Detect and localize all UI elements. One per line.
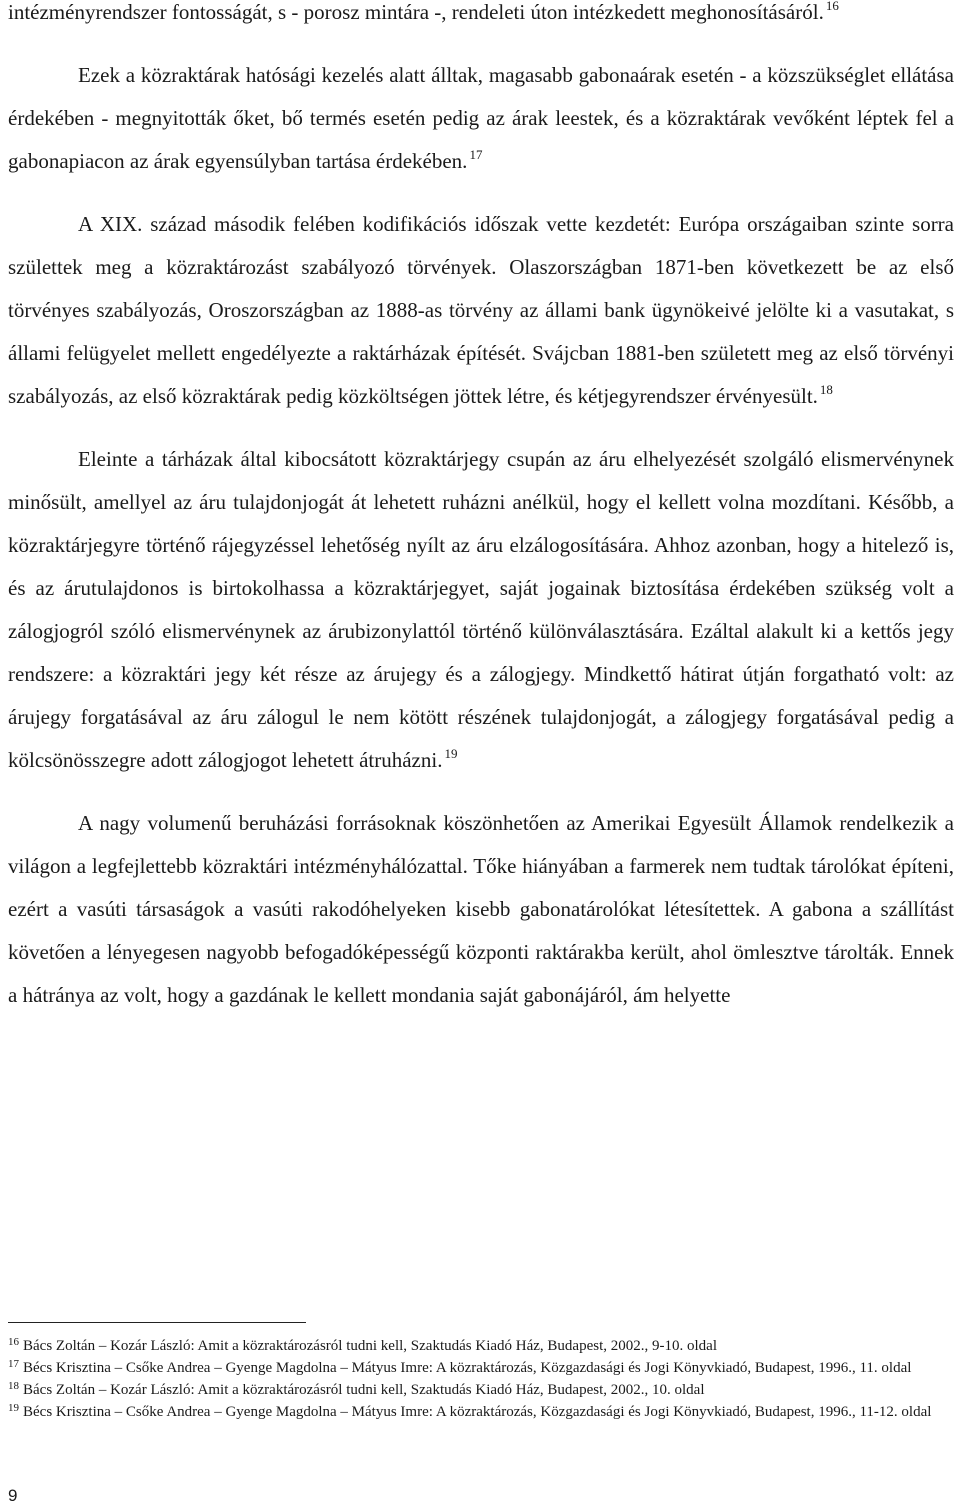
footnote-reference: 17: [469, 147, 483, 162]
footnote-reference: 16: [825, 0, 839, 13]
footnote-number: 16: [8, 1336, 19, 1348]
footnotes: [8, 1336, 954, 1422]
footnote-number: 18: [8, 1380, 19, 1392]
document-page: [8, 0, 954, 1017]
paragraph-text: A nagy volumenű beruházási forrásoknak köszönhetően az Amerikai Egyesült Államok rendelkezik a világon a legfejlettebb közraktári intézményhálózattal. Tőke hiányában a farmerek nem tudtak tárolókat építeni, ezért a vasúti társaságok a vasúti rakodóhelyeken kisebb gabonatárolókat létesítettek. A gabona a szállítást követően a lényegesen nagyobb befogadóképességű központi raktárakba került, ahol ömlesztve tárolták. Ennek a hátránya az volt, hogy a gazdának le kellett mondania saját gabonájáról, ám helyette: [8, 811, 954, 1007]
footnote-text: Bécs Krisztina – Csőke Andrea – Gyenge Magdolna – Mátyus Imre: A közraktározás, Közgazdasági és Jogi Könyvkiadó, Budapest, 1996., 11-12. oldal: [23, 1404, 932, 1420]
paragraph-text: Eleinte a tárházak által kibocsátott közraktárjegy csupán az áru elhelyezését szolgáló elismervénynek minősült, amellyel az áru tulajdonjogát át lehetett ruházni anélkül, hogy el kellett volna mozdítani. Később, a közraktárjegyre történő rájegyzéssel lehetőség nyílt az áru elzálogosítására. Ahhoz azonban, hogy a hitelező is, és az árutulajdonos is birtokolhassa a közraktárjegyet, saját jogainak biztosítása érdekében szükség volt a zálogjogról szóló elismervénynek az árubizonylattól történő különválasztására. Ezáltal alakult ki a kettős jegy rendszere: a közraktári jegy két része az árujegy és a zálogjegy. Mindkettő hátirat útján forgatható volt: az árujegy forgatásával az áru zálogul le nem kötött részének tulajdonjogát, a zálogjegy forgatásával pedig a kölcsönösszegre adott zálogjogot lehetett átruházni.: [8, 447, 954, 772]
paragraph: [8, 0, 954, 34]
page-number: 9: [8, 1486, 18, 1505]
footnote-text: Bács Zoltán – Kozár László: Amit a közraktározásról tudni kell, Szaktudás Kiadó Ház, Budapest, 2002., 9-10. oldal: [23, 1338, 717, 1354]
footnote-separator: [8, 1322, 306, 1323]
paragraph-text: A XIX. század második felében kodifikációs időszak vette kezdetét: Európa országaiban szinte sorra születtek meg a közraktározást szabályozó törvények. Olaszországban 1871-ben következett be az első törvényes szabályozás, Oroszországban az 1888-as törvény az állami bank ügynökeivé jelölte ki a vasutakat, s állami felügyelet mellett engedélyezte a raktárházak építését. Svájcban 1881-ben született meg az első törvényi szabályozás, az első közraktárak pedig közköltségen jöttek létre, és kétjegyrendszer érvényesült.: [8, 212, 954, 408]
paragraph: [8, 54, 954, 183]
paragraph-text: Ezek a közraktárak hatósági kezelés alatt álltak, magasabb gabonaárak esetén - a közszükséglet ellátása érdekében - megnyitották őket, bő termés esetén pedig az árak leestek, és a közraktárak vevőként léptek fel a gabonapiacon az árak egyensúlyban tartása érdekében.: [8, 63, 954, 173]
paragraph: [8, 438, 954, 782]
footnote: [8, 1336, 954, 1356]
footnote: [8, 1402, 954, 1422]
footnote-reference: 19: [444, 746, 458, 761]
footnote-number: 19: [8, 1402, 19, 1414]
footnote-reference: 18: [819, 382, 833, 397]
footnote: [8, 1380, 954, 1400]
paragraph: [8, 802, 954, 1017]
paragraph-text: intézményrendszer fontosságát, s - porosz mintára -, rendeleti úton intézkedett meghonosításáról.: [8, 0, 824, 24]
footnote-text: Bács Zoltán – Kozár László: Amit a közraktározásról tudni kell, Szaktudás Kiadó Ház, Budapest, 2002., 10. oldal: [23, 1382, 705, 1398]
footnote-text: Bécs Krisztina – Csőke Andrea – Gyenge Magdolna – Mátyus Imre: A közraktározás, Közgazdasági és Jogi Könyvkiadó, Budapest, 1996., 11. oldal: [23, 1360, 912, 1376]
footnote-number: 17: [8, 1358, 19, 1370]
footnote: [8, 1358, 954, 1378]
paragraph: [8, 203, 954, 418]
